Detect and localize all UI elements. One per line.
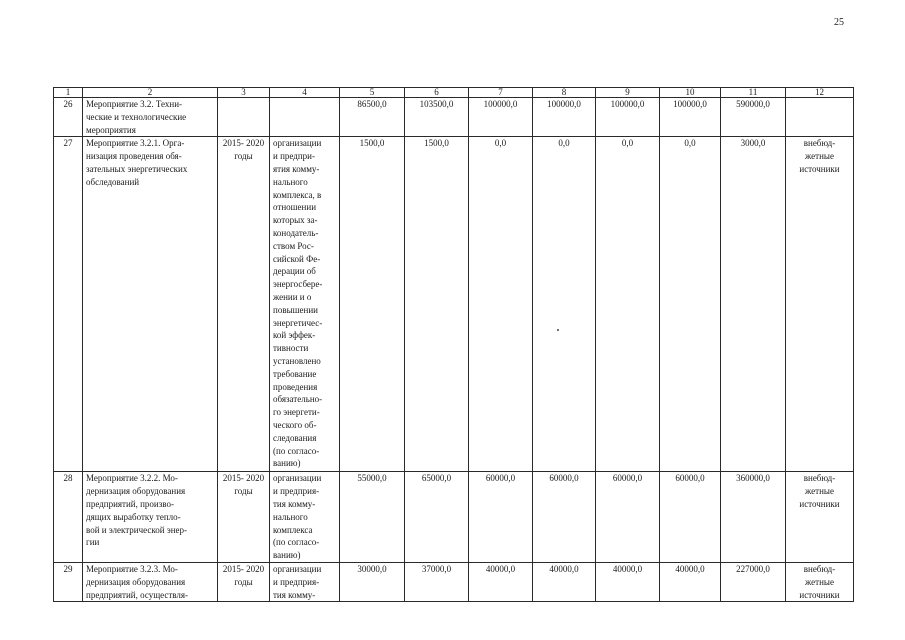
executor-cell: организации и предприя- тия комму- нального комплекса (по согласо- ванию) — [270, 472, 340, 563]
column-number: 11 — [721, 88, 786, 98]
table-row — [54, 472, 854, 563]
amount-cell: 60000,0 — [660, 472, 721, 563]
amount-cell: 60000,0 — [469, 472, 533, 563]
period-cell: 2015- 2020 годы — [218, 472, 270, 563]
column-number: 6 — [405, 88, 469, 98]
funding-source-cell: внебюд- жетные источники — [786, 137, 854, 472]
table-row — [54, 98, 854, 137]
column-number: 3 — [218, 88, 270, 98]
amount-cell: 0,0 — [596, 137, 660, 472]
total-cell: 3000,0 — [721, 137, 786, 472]
column-number: 4 — [270, 88, 340, 98]
executor-cell: организации и предприя- тия комму- — [270, 562, 340, 601]
activity-name: Мероприятие 3.2. Техни- ческие и технологические мероприятия — [83, 98, 218, 137]
amount-cell: 40000,0 — [533, 562, 596, 601]
amount-cell: 100000,0 — [533, 98, 596, 137]
column-number: 7 — [469, 88, 533, 98]
activity-name: Мероприятие 3.2.1. Орга- низация проведения обя- зательных энергетических обследований — [83, 137, 218, 472]
program-table — [53, 87, 854, 602]
amount-cell: 1500,0 — [405, 137, 469, 472]
period-cell — [218, 98, 270, 137]
row-number: 27 — [54, 137, 83, 472]
page-number: 25 — [834, 17, 844, 28]
activity-name: Мероприятие 3.2.2. Мо- дернизация оборудования предприятий, произво- дящих выработку тепло- вой и электрической энер- гии — [83, 472, 218, 563]
column-number: 12 — [786, 88, 854, 98]
period-cell: 2015- 2020 годы — [218, 562, 270, 601]
total-cell: 227000,0 — [721, 562, 786, 601]
amount-cell: 100000,0 — [596, 98, 660, 137]
activity-name: Мероприятие 3.2.3. Мо- дернизация оборудования предприятий, осуществля- — [83, 562, 218, 601]
row-number: 29 — [54, 562, 83, 601]
column-number: 9 — [596, 88, 660, 98]
funding-source-cell: внебюд- жетные источники — [786, 472, 854, 563]
table-row — [54, 562, 854, 601]
amount-cell: 60000,0 — [533, 472, 596, 563]
amount-cell: 0,0 — [533, 137, 596, 472]
column-number: 1 — [54, 88, 83, 98]
total-cell: 590000,0 — [721, 98, 786, 137]
table-row — [54, 137, 854, 472]
column-number: 2 — [83, 88, 218, 98]
column-number: 10 — [660, 88, 721, 98]
amount-cell: 40000,0 — [660, 562, 721, 601]
amount-cell: 0,0 — [469, 137, 533, 472]
amount-cell: 0,0 — [660, 137, 721, 472]
row-number: 26 — [54, 98, 83, 137]
amount-cell: 60000,0 — [596, 472, 660, 563]
amount-cell: 100000,0 — [469, 98, 533, 137]
amount-cell: 100000,0 — [660, 98, 721, 137]
funding-source-cell: внебюд- жетные источники — [786, 562, 854, 601]
row-number: 28 — [54, 472, 83, 563]
amount-cell: 30000,0 — [340, 562, 405, 601]
total-cell: 360000,0 — [721, 472, 786, 563]
executor-cell — [270, 98, 340, 137]
amount-cell: 40000,0 — [596, 562, 660, 601]
amount-cell: 37000,0 — [405, 562, 469, 601]
column-number: 5 — [340, 88, 405, 98]
column-number-row — [54, 88, 854, 98]
executor-cell: организации и предпри- ятия комму- нального комплекса, в отношении которых за- конодатель- ством Рос- сийской Фе- дерации об энергосбере- жении и о повышении энергетичес- кой эффек- тивности установлено требование проведения обязательно- го энергети- ческого об- следования (по согласо- ванию) — [270, 137, 340, 472]
amount-cell: 86500,0 — [340, 98, 405, 137]
funding-source-cell — [786, 98, 854, 137]
amount-cell: 1500,0 — [340, 137, 405, 472]
period-cell: 2015- 2020 годы — [218, 137, 270, 472]
amount-cell: 55000,0 — [340, 472, 405, 563]
amount-cell: 103500,0 — [405, 98, 469, 137]
amount-cell: 40000,0 — [469, 562, 533, 601]
amount-cell: 65000,0 — [405, 472, 469, 563]
column-number: 8 — [533, 88, 596, 98]
scan-speck — [557, 329, 559, 331]
